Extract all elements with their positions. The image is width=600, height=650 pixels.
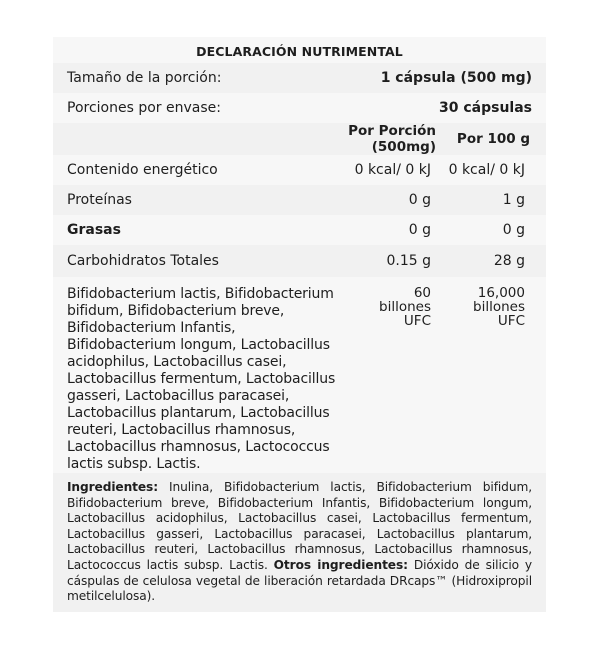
nutrient-per-100g: 1 g [502,192,525,208]
nutrition-facts-table [53,37,546,612]
probiotics-per-100g-amount: 16,000 [477,285,525,301]
nutrient-per-serving: 0 g [408,192,431,208]
probiotics-row [53,277,546,473]
serving-size-label: Tamaño de la porción: [67,70,222,86]
probiotics-per-serving-amount: 60 [413,285,431,301]
probiotics-per-serving [343,286,431,328]
nutrient-per-serving: 0 kcal/ 0 kJ [354,162,431,178]
nutrient-name: Carbohidratos Totales [67,253,219,269]
ingredients-text: Inulina, Bifidobacterium lactis, Bifidobacterium bifidum, Bifidobacterium breve, Bifidobacterium Infantis, Bifidobacterium longum, Lactobacillus acidophilus, Lactobacillus casei, Lactobacillus fermentum, Lactobacillus gasseri, Lactobacillus paracasei, Lactobacillus plantarum, Lactobacillus reuteri, Lactobacillus rhamnosus, Lactobacillus rhamnosus, Lactococcus lactis subsp. Lactis. [67,480,532,572]
nutrient-per-serving: 0.15 g [386,253,431,269]
servings-per-container-label: Porciones por envase: [67,100,221,116]
nutrient-name: Proteínas [67,192,132,208]
nutrient-name: Grasas [67,222,121,238]
column-header-row [53,123,546,155]
serving-size-row [53,63,546,93]
nutrient-row-protein [53,185,546,215]
other-ingredients-text: Dióxido de silicio y cáspulas de celulosa vegetal de liberación retardada DRcaps™ (Hidroxipropil metilcelulosa). [67,557,532,604]
servings-per-container-value: 30 cápsulas [438,100,532,116]
serving-size-value: 1 cápsula (500 mg) [380,70,532,86]
probiotics-per-100g [431,286,525,328]
nutrient-row-energy [53,155,546,185]
ingredients-label: Ingredientes: [67,480,158,494]
nutrient-name: Contenido energético [67,162,218,178]
table-title-row [53,37,546,63]
probiotics-per-100g-ufc: UFC [497,313,525,329]
nutrient-per-100g: 0 g [502,222,525,238]
nutrient-per-serving: 0 g [408,222,431,238]
probiotics-per-serving-unit: billones [379,299,431,315]
nutrient-row-fat [53,215,546,245]
probiotics-per-serving-ufc: UFC [403,313,431,329]
ingredients-row [53,473,546,612]
nutrient-per-100g: 28 g [493,253,525,269]
probiotics-strains: Bifidobacterium lactis, Bifidobacterium bifidum, Bifidobacterium breve, Bifidobacterium Infantis, Bifidobacterium longum, Lactobacillus acidophilus, Lactobacillus casei, Lactobacillus fermentum, Lactobacillus gasseri, Lactobacillus paracasei, Lactobacillus plantarum, Lactobacillus reuteri, Lactobacillus rhamnosus, Lactobacillus rhamnosus, Lactococcus lactis subsp. Lactis. [67,286,336,472]
column-header-per-serving: Por Porción (500mg) [348,123,436,155]
other-ingredients-label: Otros ingredientes: [273,557,408,572]
nutrient-per-100g: 0 kcal/ 0 kJ [448,162,525,178]
table-title: DECLARACIÓN NUTRIMENTAL [196,43,403,59]
probiotics-per-100g-unit: billones [473,299,525,315]
servings-per-container-row [53,93,546,123]
nutrient-row-carbohydrates [53,245,546,277]
column-header-per-100g: Por 100 g [456,131,530,147]
